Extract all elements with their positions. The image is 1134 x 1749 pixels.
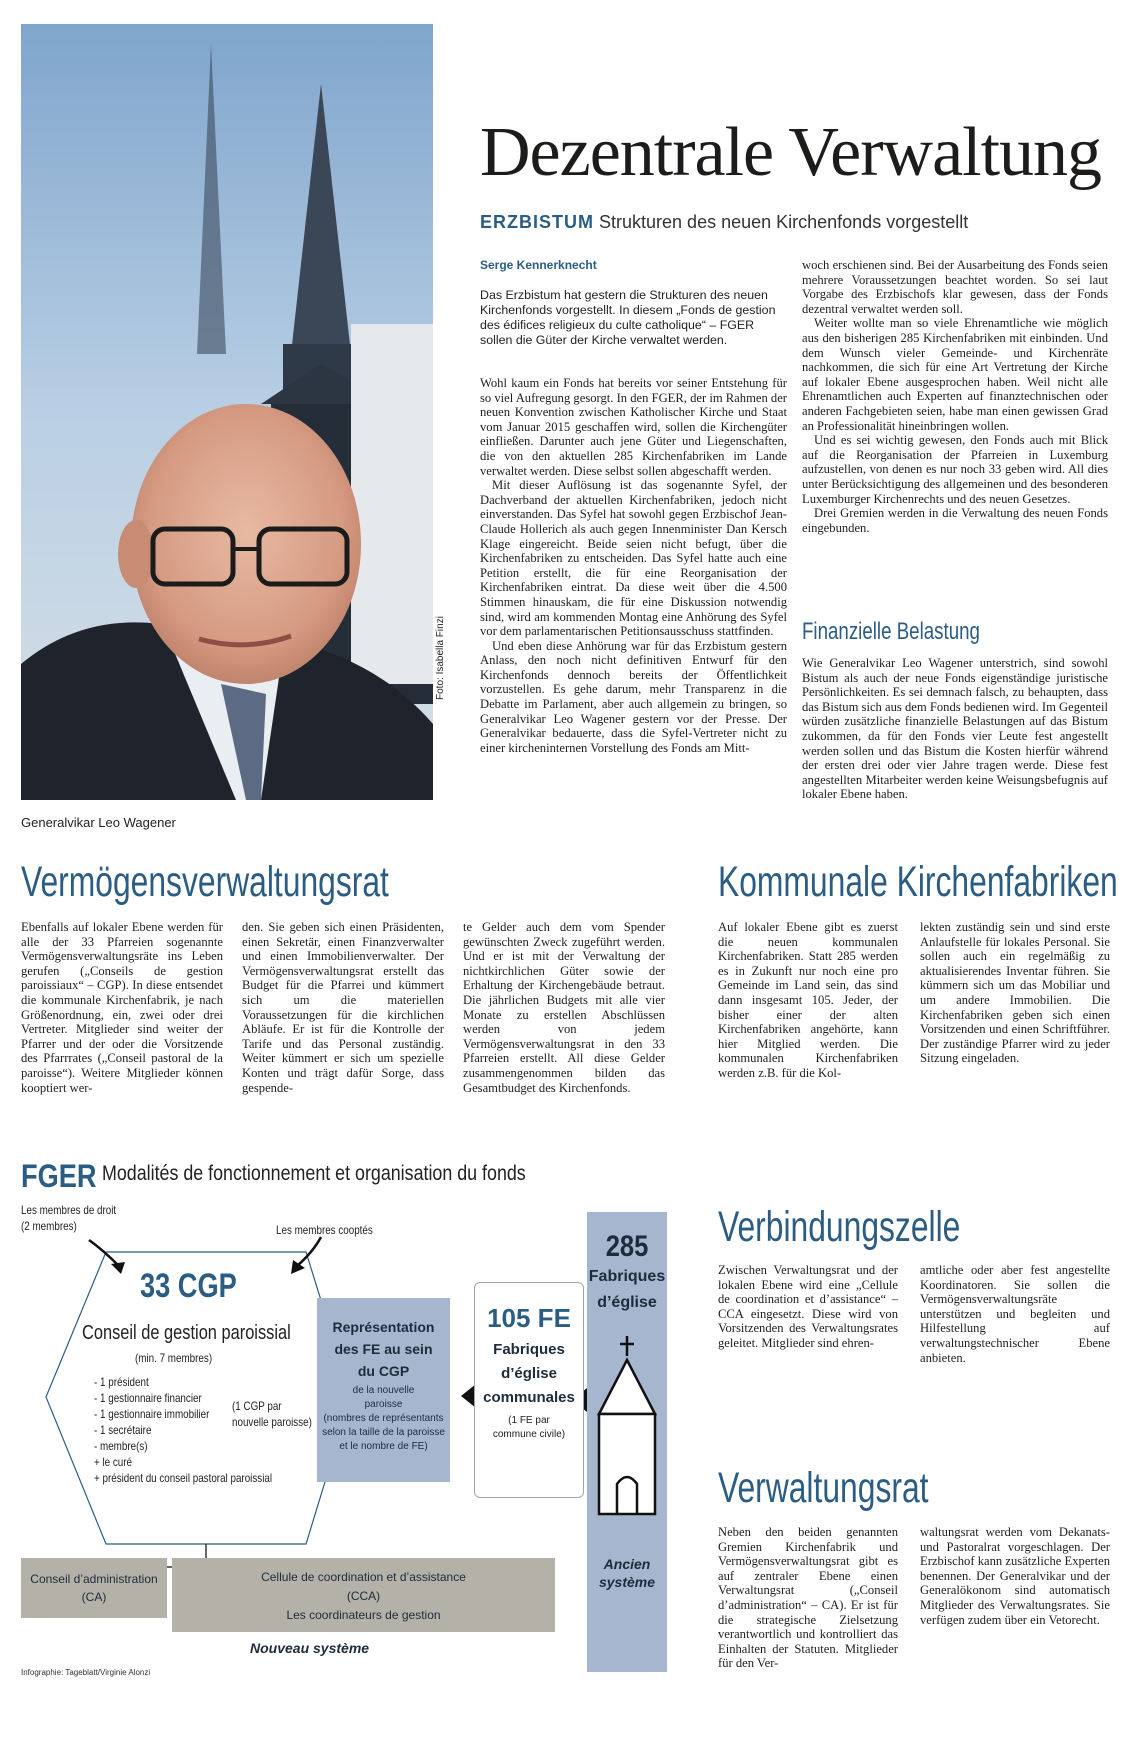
paragraph: Ebenfalls auf lokaler Ebene werden für alle der 33 Pfarreien sogenannte Vermögensverwaltungsräte ins Leben gerufen („Conseils de gestion paroissiaux“ – CGP). In diese entsendet die kommunale Kirchenfabrik, je nach Größenordnung, ein, zwei oder drei Vertreter. Mitglieder sind weiter der Pfarrer und der oder die Vorsitzende des Pfarrrates („Conseil pastoral de la paroisse“). Weitere Mitglieder können kooptiert wer-	[21, 920, 223, 1095]
paragraph: den. Sie geben sich einen Präsidenten, einen Sekretär, einen Finanzverwalter und einen Immobilienverwalter. Der Vermögensverwaltungsrat erstellt das Budget für die Pfarrei und kümmert sich um die materiellen Voraussetzungen für die kirchlichen Abläufe. Er ist für die Kontrolle der Tarife und das Personal zuständig. Weiter kümmert er sich um spezielle Konten und trägt dafür Sorge, dass gespende-	[242, 920, 444, 1095]
fe-count: 105 FE	[487, 1303, 571, 1333]
old-count: 285	[605, 1230, 649, 1263]
kicker	[480, 212, 968, 233]
old-name-line: d’église	[597, 1294, 657, 1311]
infographic-title: Modalités de fonctionnement et organisation du fonds	[102, 1162, 526, 1185]
representation-box	[317, 1298, 450, 1482]
role-item: - membre(s)	[94, 1439, 148, 1453]
headline: Dezentrale Verwaltung	[480, 114, 1102, 191]
verwaltungsrat-col-2	[920, 1525, 1110, 1627]
article-column-2b	[802, 656, 1108, 802]
cgp-min: (min. 7 membres)	[135, 1351, 213, 1365]
infographic-credit: Infographie: Tageblatt/Virginie Alonzi	[21, 1668, 151, 1677]
cgp-roles	[94, 1374, 272, 1486]
paragraph: woch erschienen sind. Bei der Ausarbeitung des Fonds seien mehrere Voraussetzungen beachtet worden. So sei laut Vorgabe des Erzbischofs klar gewesen, dass der Fonds dezentral verwaltet werden soll.	[802, 258, 1108, 316]
article-column-1	[480, 376, 787, 755]
cca-line: Les coordinateurs de gestion	[286, 1608, 441, 1622]
representation-note-line: de la nouvelle	[352, 1385, 415, 1396]
representation-note-line: selon la taille de la paroisse	[322, 1427, 445, 1438]
cca-line: Cellule de coordination et d’assistance	[261, 1570, 466, 1584]
old-system-label	[587, 1555, 667, 1591]
fe-box	[474, 1282, 584, 1498]
role-item: - 1 gestionnaire immobilier	[94, 1407, 210, 1421]
paragraph: amtliche oder aber fest angestellte Koordinatoren. Sie sollen die Vermögensverwaltungsräte unterstützen und begleiten und Hilfestellung auf verwaltungstechnischer Ebene anbieten.	[920, 1263, 1110, 1365]
paragraph: Wohl kaum ein Fonds hat bereits vor seiner Entstehung für so viel Aufregung gesorgt. In den FGER, der im Rahmen der neuen Konvention zwischen Katholischer Kirche und Staat vom Januar 2015 geschaffen wird, sollen die Kirchengüter einfließen. Darunter auch jene Güter und Liegenschaften, die von den aktuellen 285 Kirchenfabriken im Lande verwaltet werden. Diese selbst sollen abgeschafft werden.	[480, 376, 787, 478]
verwaltungsrat-col-1	[718, 1525, 898, 1671]
vermoegen-col-3	[463, 920, 665, 1095]
section-title-verbindung: Verbindungszelle	[718, 1203, 961, 1251]
infographic-label: FGER	[21, 1158, 97, 1194]
fe-note-line: commune civile)	[492, 1429, 566, 1440]
old-name	[587, 1264, 667, 1316]
membres-droit-line: Les membres de droit	[21, 1203, 117, 1217]
ca-line: (CA)	[81, 1590, 107, 1604]
role-item: + le curé	[94, 1455, 133, 1469]
kicker-label: ERZBISTUM	[480, 212, 594, 232]
old-system-column	[587, 1212, 667, 1672]
ca-box	[21, 1558, 167, 1618]
paragraph: Und es sei wichtig gewesen, den Fonds auch mit Blick auf die Reorganisation der Pfarreien in Luxemburg aufzustellen, von denen es nur noch 33 geben wird. All dies unter Berücksichtigung des allgemeinen und des besonderen Luxemburger Kirchenrechts und des neuen Gesetzes.	[802, 433, 1108, 506]
role-item: - 1 président	[94, 1375, 149, 1389]
cgp-note	[232, 1398, 312, 1430]
paragraph: Mit dieser Auflösung ist das sogenannte Syfel, der Dachverband der aktuellen Kirchenfabriken, jedoch nicht einverstanden. Das Syfel hat sowohl gegen Erzbischof Jean-Claude Hollerich als auch gegen Innenminister Dan Kersch Klage eingereicht. Beide seien nicht befugt, über die Kirchenfabriken zu entscheiden. Das Syfel hatte auch eine Petition erstellt, die für eine Reorganisation der Kirchenfabriken eintrat. Da diese weit über die 4.500 Stimmen hinauskam, die für eine Diskussion notwendig sind, wird am kommenden Montag eine Anhörung des Syfel vor dem parlamentarischen Petitionsausschuss stattfinden.	[480, 478, 787, 639]
paragraph: Zwischen Verwaltungsrat und der lokalen Ebene wird eine „Cellule de coordination et d’assistance“ – CCA eingesetzt. Diese wird von Vorsitzenden des Verwaltungsrates geleitet. Mitglieder sind ehren-	[718, 1263, 898, 1350]
membres-droit	[21, 1202, 116, 1234]
fe-name-line: communales	[483, 1389, 575, 1406]
kicker-text: Strukturen des neuen Kirchenfonds vorgestellt	[599, 212, 969, 232]
old-system-label-line: Ancien	[603, 1556, 651, 1572]
paragraph: Und eben diese Anhörung war für das Erzbistum gestern Anlass, den noch nicht definitiven Entwurf für den Kirchenfonds dennoch bereits der Öffentlichkeit vorzustellen. Es gehe darum, mehr Transparenz in die Debatte im Parlament, aber auch allgemein zu bringen, so Generalvikar Leo Wagener gestern vor der Presse. Der Generalvikar bedauerte, dass die Syfel-Vertreter nicht zu einer kircheninternen Vorstellung des Fonds am Mitt-	[480, 638, 787, 755]
representation-title-line: du CGP	[357, 1363, 410, 1379]
representation-title-line: Représentation	[332, 1319, 435, 1335]
vermoegen-col-2	[242, 920, 444, 1095]
fe-note	[475, 1414, 583, 1442]
verbindung-col-2	[920, 1263, 1110, 1365]
cgp-note-line: (1 CGP par	[232, 1399, 282, 1413]
representation-title	[317, 1316, 450, 1382]
paragraph: Weiter wollte man so viele Ehrenamtliche wie möglich aus den bisherigen 285 Kirchenfabriken mit einbinden. Und dem Wunsch vieler Gemeinde- und Kirchenräte nachkommen, die sich für eine Art Vertretung der Kirche auf lokaler Ebene ausgesprochen haben. Weil nicht alle Ehrenamtlichen auch Experten auf finanztechnischen oder anderen Fachgebieten seien, habe man einen gewissen Grad an Professionalität hineinbringen wollen.	[802, 316, 1108, 433]
paragraph: lekten zuständig sein und sind erste Anlaufstelle für lokales Personal. Sie sollen auch ein regelmäßig zu aktualisierendes Inventar führen. Sie kümmern sich um das Mobiliar und um andere Immobilien. Die Kirchenfabriken geben sich einen Vorsitzenden und einen Schriftführer. Der zuständige Pfarrer wird zu jeder Sitzung eingeladen.	[920, 920, 1110, 1066]
church-icon	[587, 1334, 667, 1524]
paragraph: Neben den beiden genannten Gremien Kirchenfabrik und Vermögensverwaltungsrat gibt es auf zentraler Ebene einen Verwaltungsrat („Conseil d’administration“ – CA). Er ist für die strategische Zielsetzung verantwortlich und kontrolliert das Einhalten der Statuten. Mitglieder für den Ver-	[718, 1525, 898, 1671]
portrait-photo	[21, 24, 433, 800]
old-system-label-line: système	[598, 1574, 656, 1590]
cca-text	[172, 1568, 555, 1625]
paragraph: waltungsrat werden vom Dekanats- und Pastoralrat vorgeschlagen. Der Erzbischof kann zusätzliche Experten benennen. Der Generalvikar und der Generalökonom sind automatisch Mitglieder des Verwaltungsrates. Sie verfügen zudem über ein Vetorecht.	[920, 1525, 1110, 1627]
role-item: - 1 gestionnaire financier	[94, 1391, 202, 1405]
old-name-line: Fabriques	[588, 1268, 666, 1285]
photo-caption: Generalvikar Leo Wagener	[21, 815, 176, 830]
lead-paragraph: Das Erzbistum hat gestern die Strukturen des neuen Kirchenfonds vorgestellt. In diesem „Fonds de gestion des édifices religieux du culte catholique“ – FGER sollen die Güter der Kirche verwaltet werden.	[480, 288, 776, 347]
fe-name	[475, 1338, 583, 1410]
byline: Serge Kennerknecht	[480, 258, 597, 272]
subhead-finanzielle-belastung: Finanzielle Belastung	[802, 618, 980, 645]
paragraph: Drei Gremien werden in die Verwaltung des neuen Fonds eingebunden.	[802, 506, 1108, 535]
paragraph: Wie Generalvikar Leo Wagener unterstrich, sind sowohl Bistum als auch der neue Fonds eigenständige juristische Persönlichkeiten. Es sei demnach falsch, zu behaupten, dass das Bistum sich aus dem Fonds bedienen wird. Im Gegenteil würden zusätzliche finanzielle Belastungen auf das Bistum zukommen, da für den Fonds vier Leute fest angestellt werden sollen und das Bistum die Kosten hierfür während der ersten drei oder vier Jahre tragen werde. Diese fest angestellten Mitarbeiter werden keine Weisungsbefugnis auf lokaler Ebene haben.	[802, 656, 1108, 802]
representation-note	[317, 1384, 450, 1454]
article-column-2	[802, 258, 1108, 535]
role-item: - 1 secrétaire	[94, 1423, 152, 1437]
fe-name-line: Fabriques	[493, 1341, 565, 1358]
cgp-count: 33 CGP	[140, 1267, 237, 1305]
representation-note-line: paroisse	[364, 1399, 403, 1410]
fe-name-line: d’église	[501, 1365, 557, 1382]
photo-credit: Foto: Isabella Finzi	[435, 616, 446, 700]
kommunal-col-2	[920, 920, 1110, 1066]
paragraph: te Gelder auch dem vom Spender gewünschten Zweck zugeführt werden. Und er ist mit der Verwaltung der nichtkirchlichen Güter sowie der Erhaltung der Kirchengebäude betraut. Die jährlichen Budgets mit alle vier Monate zu erstellen Abschlüssen werden von jedem Vermögensverwaltungsrat in den 33 Pfarreien erstellt. All diese Gelder zusammengenommen bilden das Gesamtbudget des Kirchenfonds.	[463, 920, 665, 1095]
section-title-kommunal: Kommunale Kirchenfabriken	[718, 858, 1118, 906]
membres-droit-count: (2 membres)	[21, 1219, 77, 1233]
new-system-label: Nouveau système	[250, 1640, 370, 1656]
cca-box	[172, 1558, 555, 1632]
membres-cooptes: Les membres cooptés	[276, 1223, 373, 1237]
section-title-vermoegen: Vermögensverwaltungsrat	[21, 858, 389, 906]
section-title-verwaltungsrat: Verwaltungsrat	[718, 1464, 929, 1512]
representation-note-line: et le nombre de FE)	[339, 1441, 428, 1452]
verbindung-col-1	[718, 1263, 898, 1351]
kommunal-col-1	[718, 920, 898, 1081]
fe-note-line: (1 FE par	[508, 1415, 550, 1426]
portrait-illustration	[21, 24, 433, 800]
ca-text	[21, 1570, 167, 1606]
cgp-name: Conseil de gestion paroissial	[82, 1322, 291, 1344]
ca-line: Conseil d’administration	[30, 1572, 158, 1586]
role-item: + président du conseil pastoral paroissial	[94, 1471, 273, 1485]
cgp-note-line: nouvelle paroisse)	[232, 1415, 312, 1429]
cca-line: (CCA)	[346, 1589, 381, 1603]
paragraph: Auf lokaler Ebene gibt es zuerst die neuen kommunalen Kirchenfabriken. Statt 285 werden es in Zukunft nur noch eine pro Gemeinde im Land sein, das sind dann insgesamt 105. Jeder, der bisher einer der alten Kirchenfabriken angehörte, kann hier Mitglied werden. Die kommunalen Kirchenfabriken werden z.B. für die Kol-	[718, 920, 898, 1080]
representation-note-line: (nombres de représentants	[323, 1413, 444, 1424]
vermoegen-col-1	[21, 920, 223, 1095]
representation-title-line: des FE au sein	[334, 1341, 433, 1357]
